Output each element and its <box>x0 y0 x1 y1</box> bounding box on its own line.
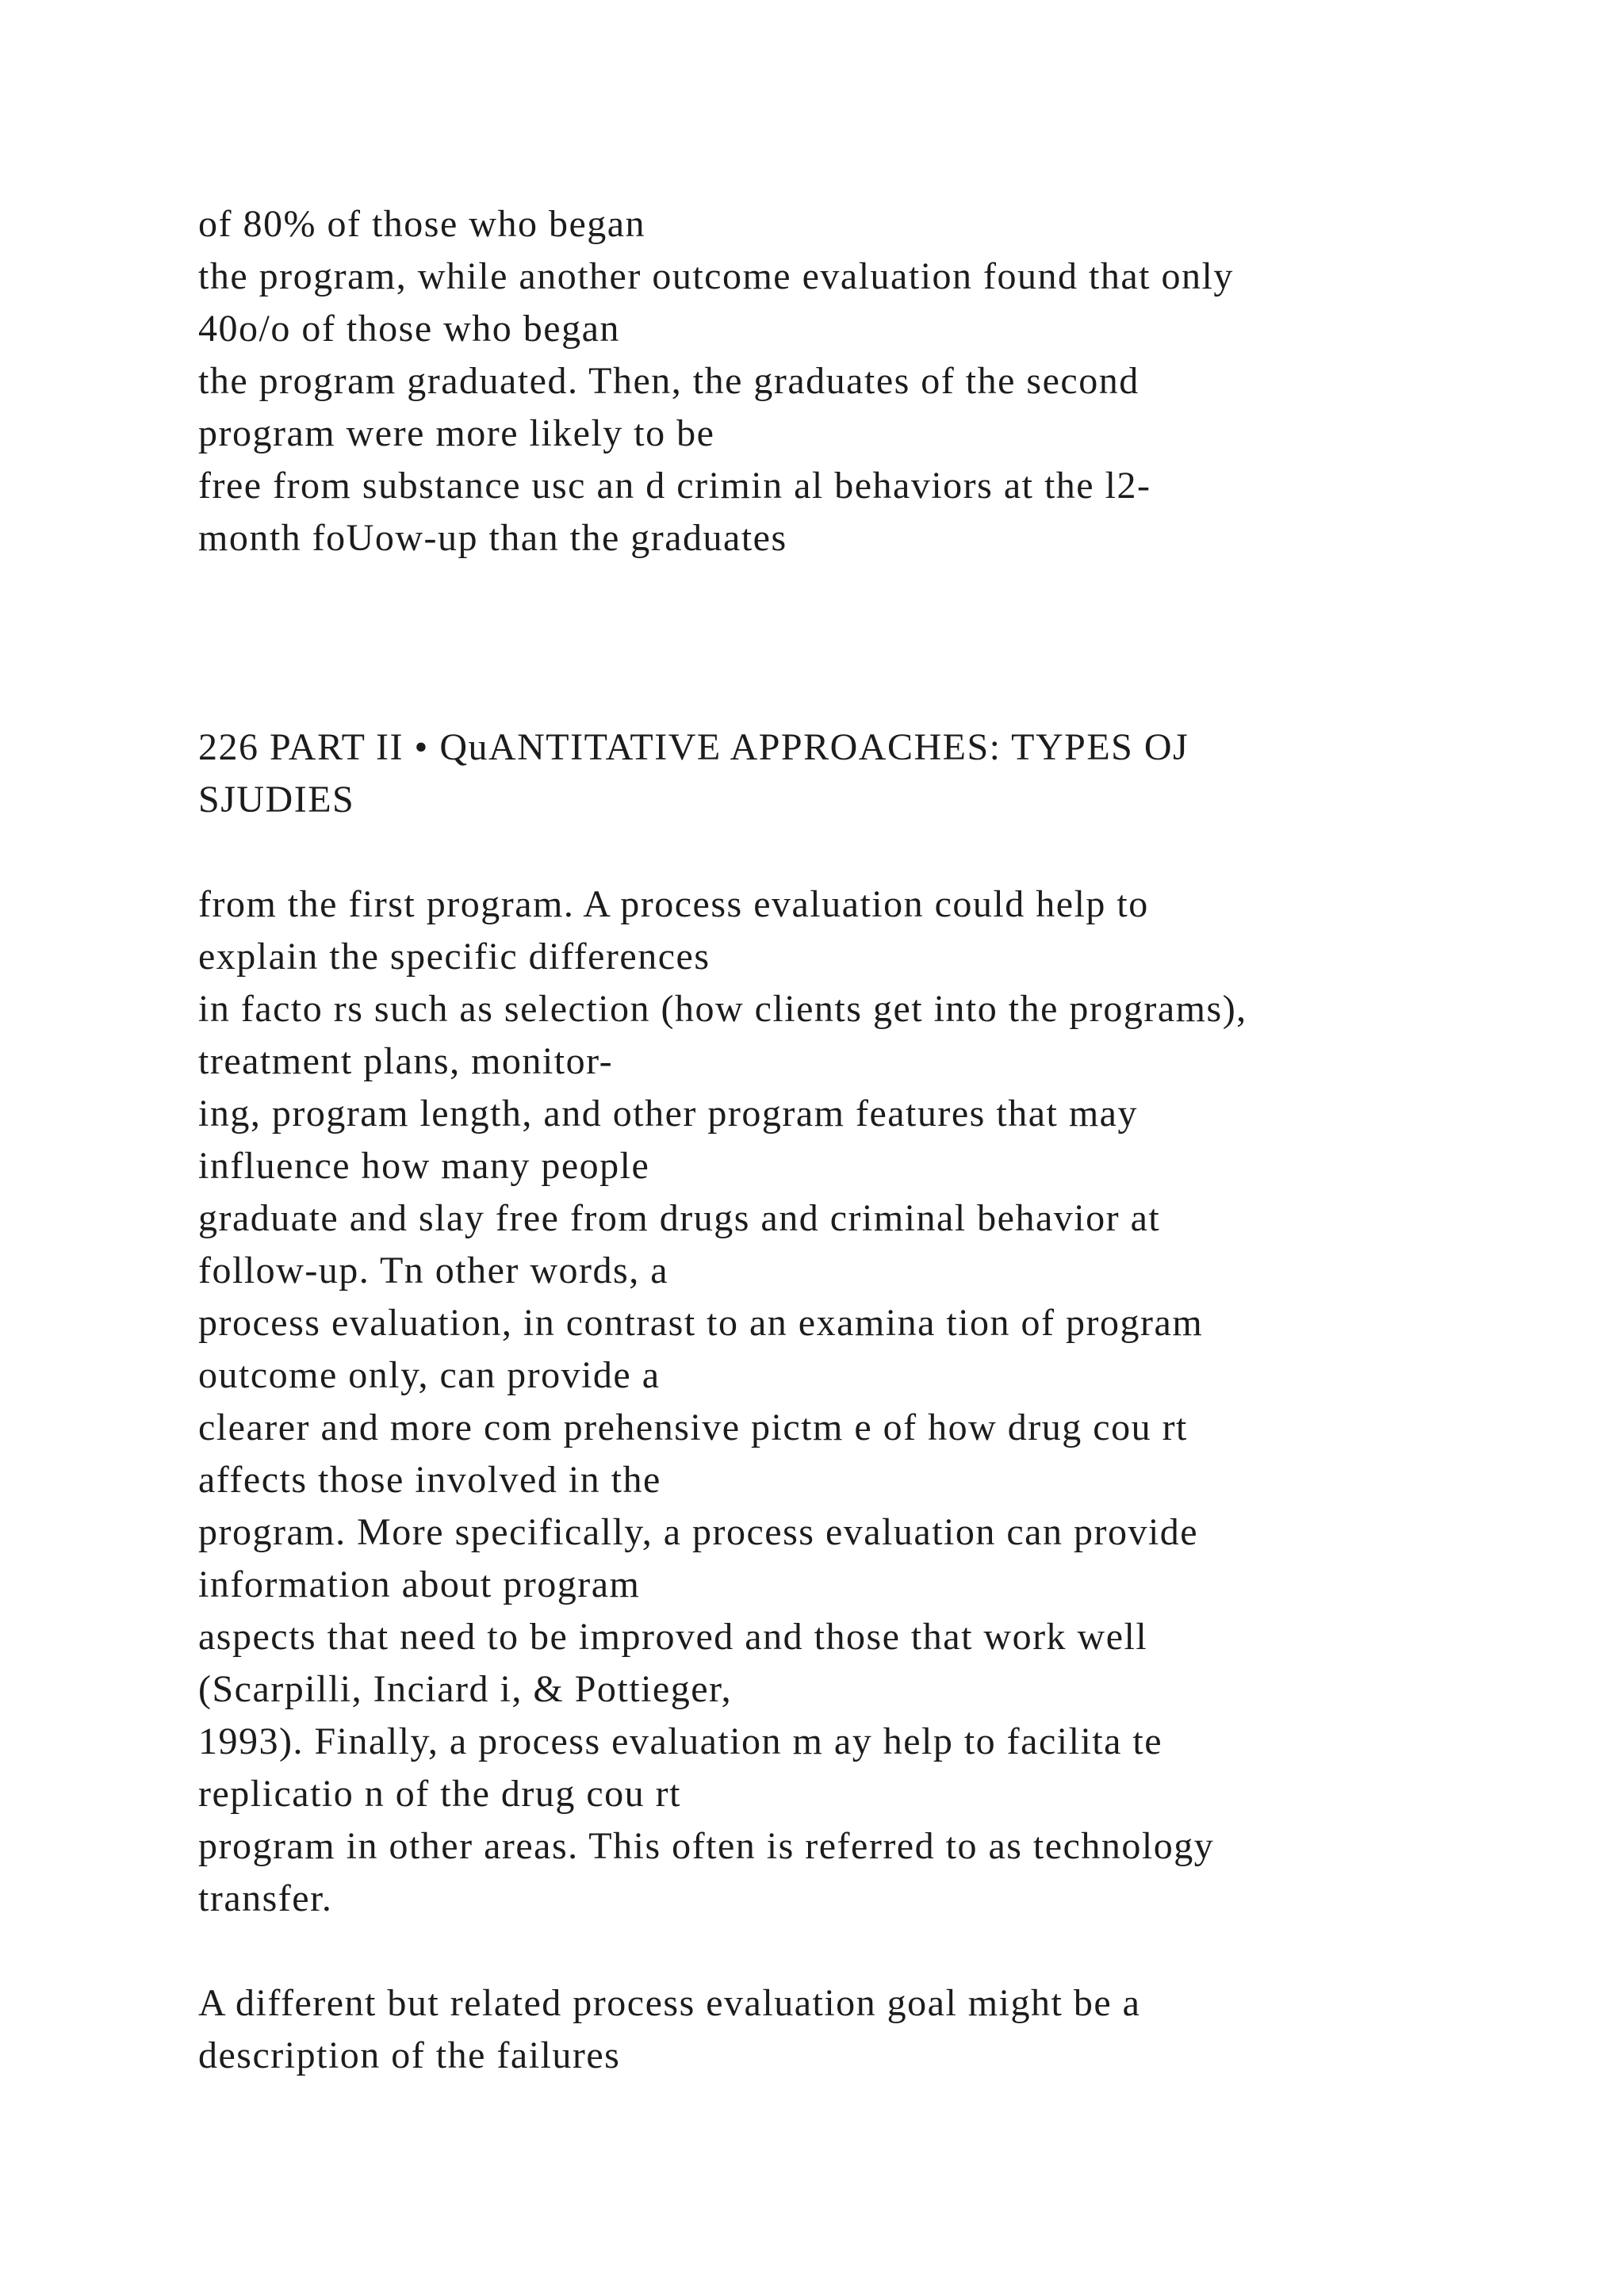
text-line: the program graduated. Then, the graduates of the second <box>198 360 1139 402</box>
text-line: treatment plans, monitor- <box>198 1040 614 1082</box>
text-line: clearer and more com prehensive pictm e of how drug cou rt <box>198 1406 1188 1448</box>
text-line: replicatio n of the drug cou rt <box>198 1773 681 1815</box>
text-line: follow-up. Tn other words, a <box>198 1249 669 1292</box>
text-line: in facto rs such as selection (how clients get into the programs), <box>198 988 1247 1030</box>
text-line: explain the specific differences <box>198 936 710 978</box>
text-line: program. More specifically, a process evaluation can provide <box>198 1511 1199 1553</box>
text-line: month foUow-up than the graduates <box>198 517 787 559</box>
text-line: graduate and slay free from drugs and criminal behavior at <box>198 1197 1161 1239</box>
header-line: 226 PART II • QuANTITATIVE APPROACHES: TYPES OJ <box>198 726 1189 768</box>
text-line: influence how many people <box>198 1145 650 1187</box>
text-line: of 80% of those who began <box>198 203 646 245</box>
text-line: affects those involved in the <box>198 1459 661 1501</box>
text-line: description of the failures <box>198 2034 621 2076</box>
text-line: outcome only, can provide a <box>198 1354 661 1396</box>
text-line: A different but related process evaluation goal might be a <box>198 1982 1141 2024</box>
text-line: aspects that need to be improved and those that work well <box>198 1616 1148 1658</box>
text-line: 1993). Finally, a process evaluation m ay help to facilita te <box>198 1720 1163 1762</box>
text-line: (Scarpilli, Inciard i, & Pottieger, <box>198 1668 733 1710</box>
text-line: information about program <box>198 1563 641 1605</box>
text-line: program in other areas. This often is referred to as technology <box>198 1825 1215 1867</box>
text-line: 40o/o of those who began <box>198 308 620 350</box>
text-line: process evaluation, in contrast to an examina tion of program <box>198 1302 1204 1344</box>
header-line: SJUDIES <box>198 779 355 821</box>
text-line: free from substance usc an d crimin al behaviors at the l2- <box>198 465 1151 507</box>
text-line: program were more likely to be <box>198 412 715 454</box>
text-line: transfer. <box>198 1877 333 1919</box>
text-line: the program, while another outcome evaluation found that only <box>198 255 1234 297</box>
text-line: from the first program. A process evaluation could help to <box>198 883 1149 925</box>
text-line: ing, program length, and other program features that may <box>198 1093 1138 1135</box>
